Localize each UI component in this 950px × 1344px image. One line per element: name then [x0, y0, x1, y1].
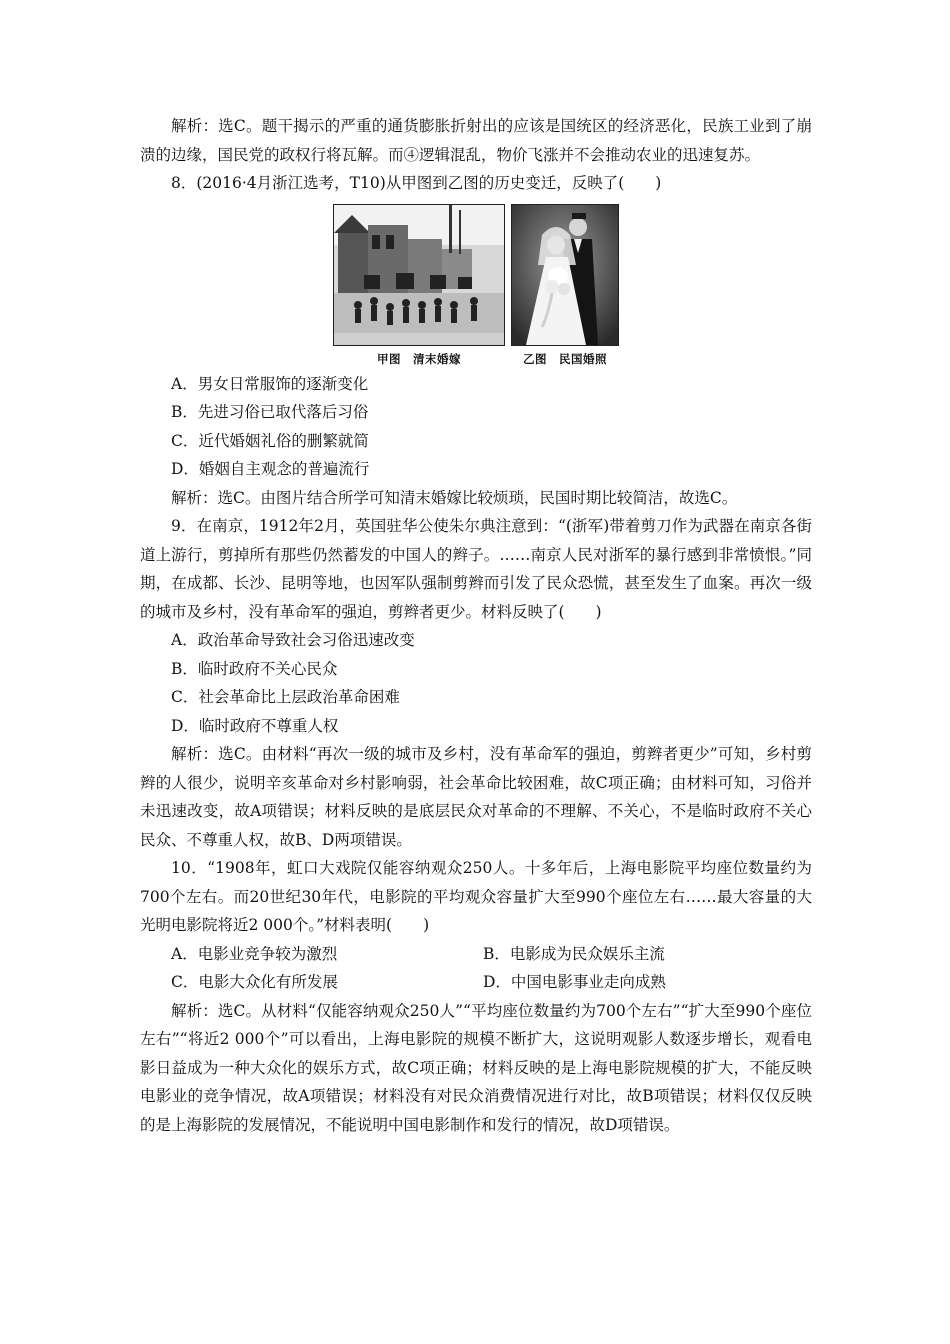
analysis-q8: 解析：选C。由图片结合所学可知清末婚嫁比较烦琐，民国时期比较简洁，故选C。 — [171, 488, 738, 507]
q10-option-d: D．中国电影事业走向成熟 — [483, 973, 666, 991]
question-9: 9．在南京，1912年2月，英国驻华公使朱尔典注意到：“(浙军)带着剪刀作为武器在南京各街道上游行，剪掉所有那些仍然蓄发的中国人的辫子。……南京人民对浙军的暴行感到非常愤恨。”同期，在成都、长沙、昆明等地，也因军队强制剪辫而引发了民众恐慌，甚至发生了血案。再次一级的城市及乡村，没有革命军的强迫，剪辫者更少。材料反映了( ) — [140, 517, 812, 621]
analysis-q10: 解析：选C。从材料“仅能容纳观众250人”“平均座位数量约为700个左右”“扩大至990个座位左右”“将近2 000个”可以看出，上海电影院的规模不断扩大，这说明观影人数逐步增长，观看电影日益成为一种大众化的娱乐方式，故C项正确；材料反映的是上海电影院规模的扩大，不能反映电影业的竞争情况，故A项错误；材料没有对民众消费情况进行对比，故B项错误；材料仅仅反映的是上海影院的发展情况，不能说明中国电影制作和发行的情况，故D项错误。 — [140, 1001, 812, 1134]
q9-option-d: D．临时政府不尊重人权 — [171, 716, 339, 735]
republic-wedding-photo — [511, 204, 619, 346]
republic-wedding-photo-image — [512, 205, 618, 345]
question-8-figure — [140, 204, 812, 368]
analysis-q7: 解析：选C。题干揭示的严重的通货膨胀折射出的应该是国统区的经济恶化，民族工业到了崩溃的边缘，国民党的政权行将瓦解。而④逻辑混乱，物价飞涨并不会推动农业的迅速复苏。 — [140, 117, 812, 164]
question-10: 10．“1908年，虹口大戏院仅能容纳观众250人。十多年后，上海电影院平均座位数量约为700个左右。而20世纪30年代，电影院的平均观众容量扩大至990个座位左右……最大容量的大光明电影院将近2 000个。”材料表明( ) — [140, 859, 812, 934]
figure-right-caption: 乙图 民国婚照 — [523, 351, 607, 366]
q10-option-b: B．电影成为民众娱乐主流 — [483, 944, 665, 963]
q10-option-a: A．电影业竞争较为激烈 — [171, 944, 338, 963]
figure-left — [333, 204, 505, 368]
figure-right — [511, 204, 619, 368]
q9-option-c: C．社会革命比上层政治革命困难 — [171, 688, 400, 706]
q8-option-c: C．近代婚姻礼俗的删繁就简 — [171, 431, 369, 450]
document-page — [140, 112, 812, 1139]
figure-left-caption: 甲图 清末婚嫁 — [377, 351, 461, 366]
question-8: 8．(2016·4月浙江选考，T10)从甲图到乙图的历史变迁，反映了( ) — [171, 174, 662, 192]
analysis-q9: 解析：选C。由材料“再次一级的城市及乡村，没有革命军的强迫，剪辫者更少”可知，乡村剪辫的人很少，说明辛亥革命对乡村影响弱，社会革命比较困难，故C项正确；由材料可知，习俗并未迅速改变，故A项错误；材料反映的是底层民众对革命的不理解、不关心，不是临时政府不关心民众、不尊重人权，故B、D两项错误。 — [140, 745, 812, 849]
qing-wedding-photo-image — [334, 205, 504, 345]
q10-options-row-1 — [140, 940, 812, 969]
qing-wedding-photo — [333, 204, 505, 346]
q10-options-row-2 — [140, 968, 812, 997]
q9-option-b: B．临时政府不关心民众 — [171, 659, 338, 678]
q8-option-d: D．婚姻自主观念的普遍流行 — [171, 460, 370, 478]
q10-option-c: C．电影大众化有所发展 — [171, 973, 338, 991]
q8-option-b: B．先进习俗已取代落后习俗 — [171, 403, 369, 421]
q9-option-a: A．政治革命导致社会习俗迅速改变 — [171, 631, 415, 649]
q8-option-a: A．男女日常服饰的逐渐变化 — [171, 374, 369, 393]
